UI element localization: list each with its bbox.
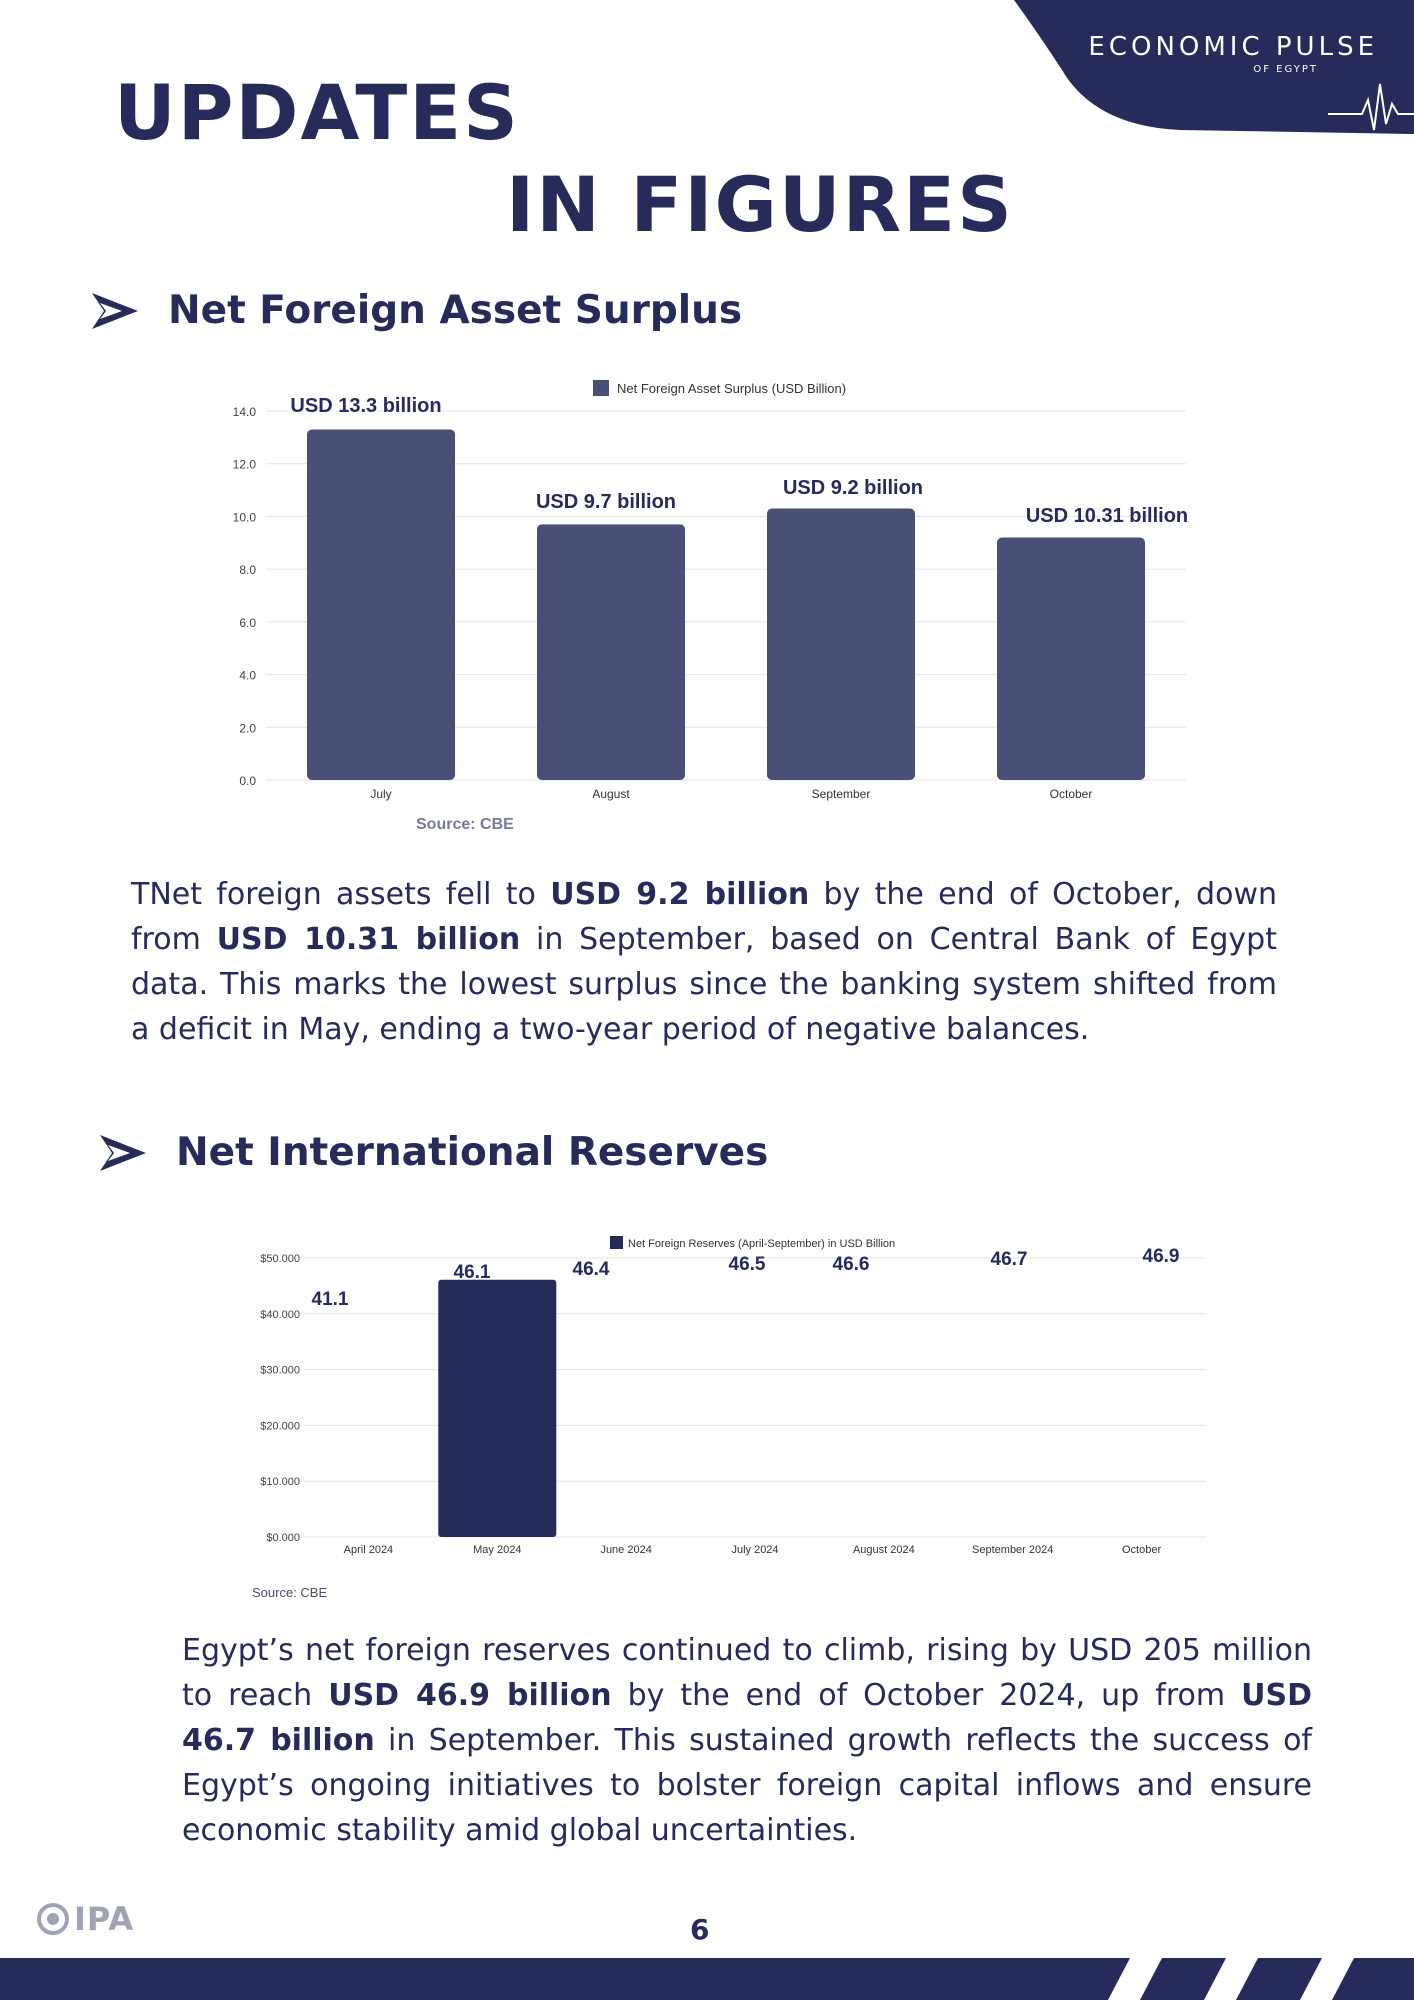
data-label: 41.1 [311, 1289, 349, 1310]
brand-title: ECONOMIC PULSE [1088, 32, 1378, 62]
y-tick-label: 8.0 [239, 563, 256, 578]
x-tick-label: June 2024 [600, 1544, 652, 1556]
legend-label: Net Foreign Asset Surplus (USD Billion) [617, 381, 847, 396]
x-tick-label: October [1122, 1544, 1162, 1556]
y-tick-label: 12.0 [232, 457, 256, 472]
data-label: USD 9.7 billion [535, 491, 677, 513]
data-label: 46.9 [1142, 1246, 1180, 1267]
y-tick-label: 14.0 [232, 405, 256, 419]
x-tick-label: September [811, 787, 871, 801]
y-tick-label: $0.000 [266, 1532, 300, 1544]
section2-title: Net International Reserves [176, 1130, 769, 1175]
x-tick-label: May 2024 [473, 1544, 522, 1556]
page-number: 6 [690, 1913, 710, 1946]
x-tick-label: September 2024 [972, 1544, 1054, 1556]
ipa-logo [36, 1900, 134, 1938]
y-tick-label: 10.0 [232, 510, 256, 525]
data-label: 46.6 [832, 1254, 870, 1275]
x-tick-label: August [592, 787, 630, 801]
section1-title: Net Foreign Asset Surplus [168, 288, 743, 333]
chart2-source: Source: CBE [252, 1585, 328, 1600]
data-label: 46.5 [728, 1254, 766, 1275]
data-label: USD 9.2 billion [782, 477, 924, 499]
page-title-line2: IN FIGURES [506, 160, 1014, 249]
data-label: 46.1 [453, 1262, 491, 1283]
section2-paragraph: Egypt’s net foreign reserves continued to climb, rising by USD 205 million to reach USD 46.9 billion by the end of October 2024, up from USD 46.7 billion in September. This sustained growth reflects the success of Egypt’s ongoing initiatives to bolster foreign capital inflows and ensure economic stability amid global uncertainties. [182, 1633, 1312, 1848]
bar [438, 1280, 556, 1537]
data-label: USD 13.3 billion [290, 395, 442, 417]
x-tick-label: August 2024 [852, 1544, 915, 1556]
data-label: 46.4 [572, 1259, 610, 1280]
y-tick-label: $10.000 [260, 1476, 300, 1489]
x-tick-label: July 2024 [731, 1544, 779, 1556]
legend-label: Net Foreign Reserves (April-September) in USD Billion [628, 1238, 896, 1250]
data-label: USD 10.31 billion [1025, 505, 1189, 527]
page-title-line1: UPDATES [114, 68, 520, 157]
chart1-source: Source: CBE [416, 816, 514, 833]
y-tick-label: 0.0 [239, 774, 256, 788]
y-tick-label: 4.0 [239, 668, 256, 683]
y-tick-label: 6.0 [239, 615, 256, 630]
brand-subtitle: OF EGYPT [1253, 64, 1318, 75]
footer-band [0, 1958, 1414, 2000]
ipa-logo-icon [36, 1902, 70, 1936]
y-tick-label: $30.000 [260, 1364, 300, 1377]
y-tick-label: $40.000 [260, 1308, 300, 1321]
y-tick-label: $50.000 [260, 1253, 300, 1265]
section1-paragraph: TNet foreign assets fell to USD 9.2 billion by the end of October, down from USD 10.31 billion in September, based on Central Bank of Egypt data. This marks the lowest surplus since the banking system shifted from a deficit in May, ending a two-year period of negative balances. [131, 877, 1278, 1047]
legend-swatch [610, 1236, 623, 1249]
ipa-logo-text: IPA [74, 1900, 135, 1938]
x-tick-label: July [370, 787, 392, 801]
y-tick-label: $20.000 [260, 1420, 300, 1433]
x-tick-label: April 2024 [343, 1544, 394, 1556]
x-tick-label: October [1049, 787, 1093, 801]
data-label: 46.7 [990, 1249, 1028, 1270]
y-tick-label: 2.0 [239, 721, 256, 736]
